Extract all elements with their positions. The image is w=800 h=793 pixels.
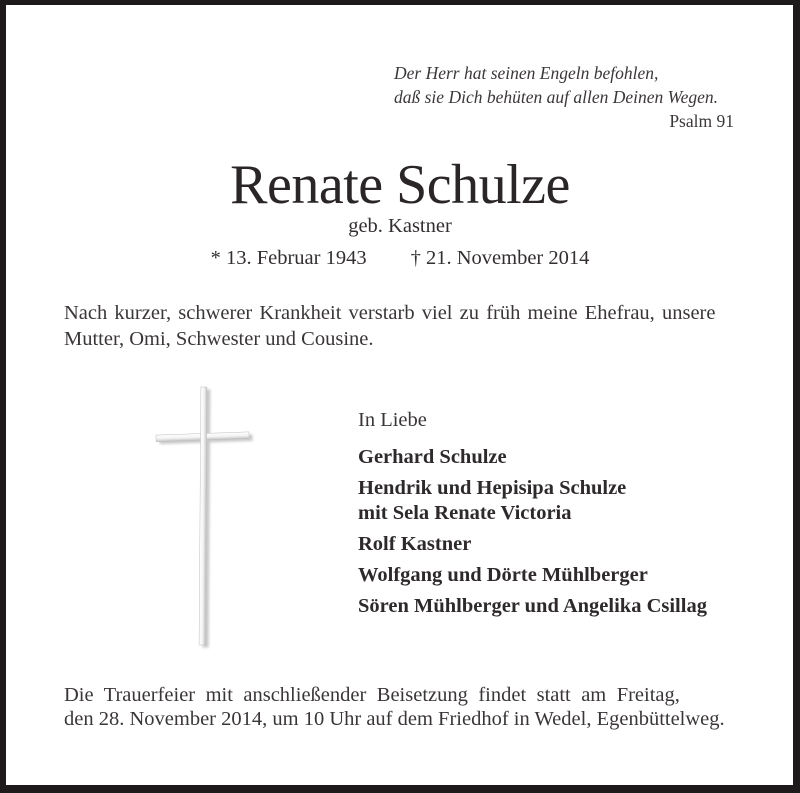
quote-source: Psalm 91 <box>669 111 734 131</box>
mourner-name: Hendrik und Hepisipa Schulze <box>358 477 627 499</box>
mourner-entry <box>358 563 707 588</box>
deceased-name: Renate Schulze <box>230 154 570 216</box>
funeral-line-2: den 28. November 2014, um 10 Uhr auf dem Friedhof in Wedel, Egenbüttelweg. <box>64 708 725 730</box>
funeral-line-1: Die Trauerfeier mit anschließender Beisetzung findet statt am Freitag, <box>64 684 680 706</box>
mourner-name: Wolfgang und Dörte Mühlberger <box>358 564 648 586</box>
mourners-list <box>358 408 707 625</box>
mourner-entry <box>358 476 707 526</box>
intro-line-1: Nach kurzer, schwerer Krankheit verstarb viel zu früh meine Ehefrau, unsere <box>64 302 716 324</box>
quote-line-1: Der Herr hat seinen Engeln befohlen, <box>394 63 659 83</box>
mourner-entry <box>358 594 707 619</box>
birth-date: * 13. Februar 1943 <box>210 247 367 269</box>
life-dates <box>0 246 800 270</box>
mourner-name: Sören Mühlberger und Angelika Csillag <box>358 595 707 617</box>
memorial-cross-icon <box>146 378 262 654</box>
maiden-name: geb. Kastner <box>348 215 452 237</box>
funeral-info-paragraph <box>64 683 738 731</box>
mourner-entry <box>358 532 707 557</box>
death-date: † 21. November 2014 <box>410 247 590 269</box>
mourner-entry <box>358 445 707 470</box>
quote-line-2: daß sie Dich behüten auf allen Deinen Wegen. <box>394 87 718 107</box>
intro-paragraph <box>64 300 738 352</box>
mourner-name: Rolf Kastner <box>358 533 472 555</box>
scripture-quote <box>394 61 734 133</box>
mourners-salutation: In Liebe <box>358 409 427 431</box>
mourner-name: mit Sela Renate Victoria <box>358 502 572 524</box>
intro-line-2: Mutter, Omi, Schwester und Cousine. <box>64 328 374 350</box>
mourner-name: Gerhard Schulze <box>358 446 507 468</box>
